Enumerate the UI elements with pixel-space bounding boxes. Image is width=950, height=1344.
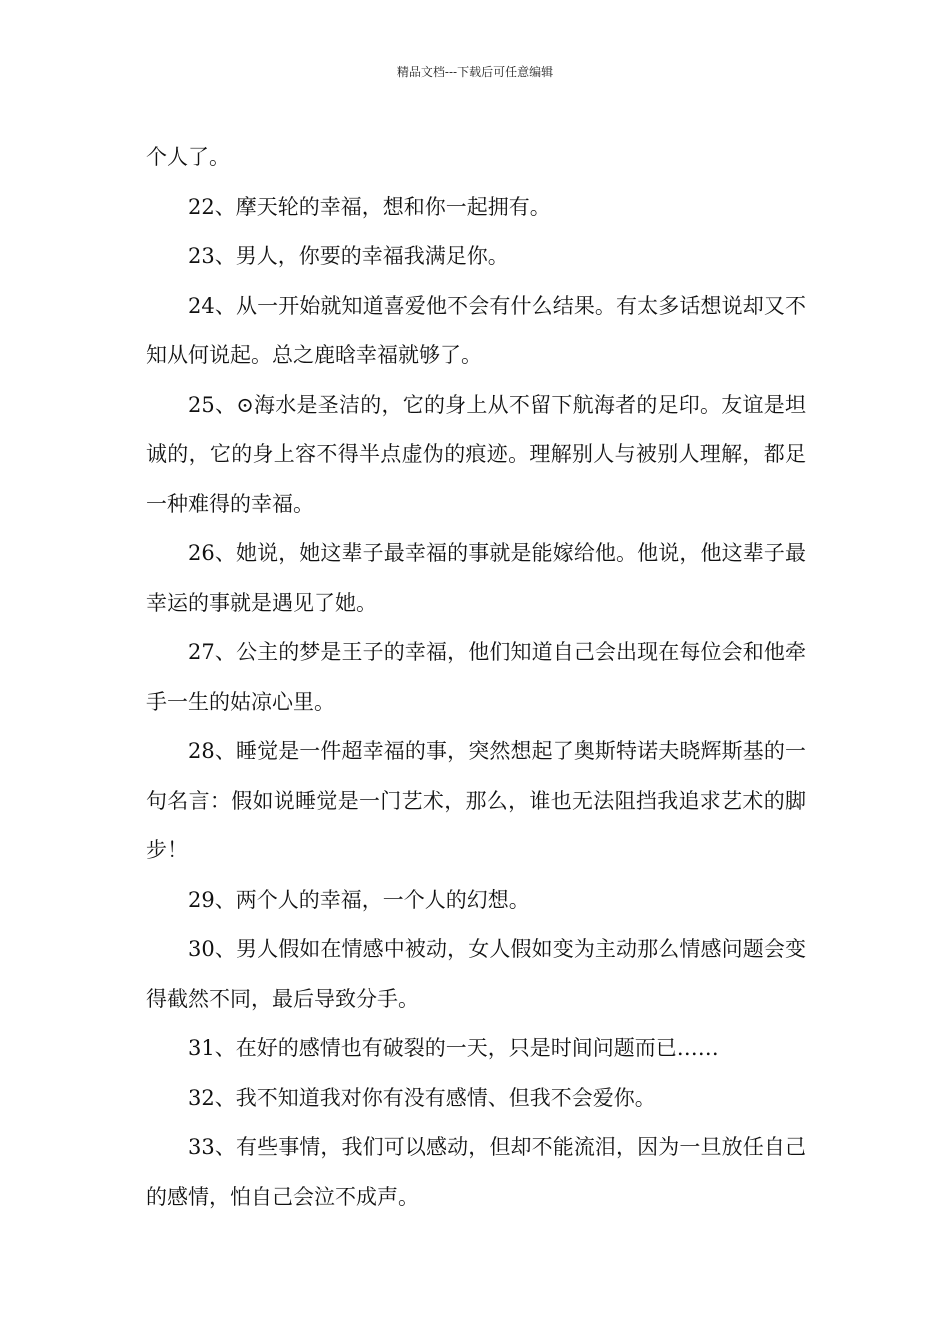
paragraph: 33、有些事情，我们可以感动，但却不能流泪，因为一旦放任自己的感情，怕自己会泣不成声。 [146,1135,806,1209]
paragraph: 28、睡觉是一件超幸福的事，突然想起了奥斯特诺夫晓辉斯基的一句名言：假如说睡觉是一门艺术，那么，谁也无法阻挡我追求艺术的脚步！ [146,739,806,862]
paragraph: 个人了。 [146,145,230,169]
paragraph: 24、从一开始就知道喜爱他不会有什么结果。有太多话想说却又不知从何说起。总之鹿晗幸福就够了。 [146,293,806,367]
paragraph: 23、男人，你要的幸福我满足你。 [188,244,509,268]
paragraph: 27、公主的梦是王子的幸福，他们知道自己会出现在每位会和他牵手一生的姑凉心里。 [146,640,806,714]
paragraph: 32、我不知道我对你有没有感情、但我不会爱你。 [188,1085,656,1110]
paragraph: 26、她说，她这辈子最幸福的事就是能嫁给他。他说，他这辈子最幸运的事就是遇见了她。 [146,541,806,615]
paragraph: 31、在好的感情也有破裂的一天，只是时间问题而已…… [188,1036,719,1060]
page-header: 精品文档---下载后可任意编辑 [396,65,554,79]
paragraph: 30、男人假如在情感中被动，女人假如变为主动那么情感问题会变得截然不同，最后导致分手。 [146,937,806,1011]
document-body [146,133,806,1222]
paragraph: 29、两个人的幸福，一个人的幻想。 [188,887,530,912]
paragraph: 25、⊙海水是圣洁的，它的身上从不留下航海者的足印。友谊是坦诚的，它的身上容不得半点虚伪的痕迹。理解别人与被别人理解，都足一种难得的幸福。 [146,392,806,516]
paragraph: 22、摩天轮的幸福，想和你一起拥有。 [188,194,551,219]
